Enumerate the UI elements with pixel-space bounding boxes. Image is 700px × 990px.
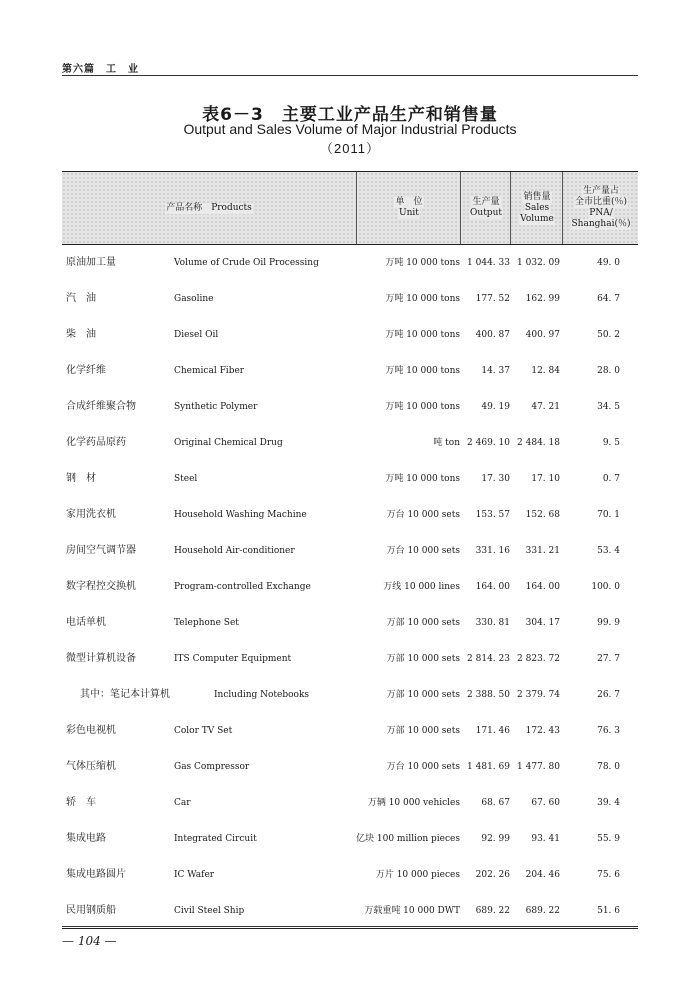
table-row	[62, 533, 638, 569]
header-output	[460, 172, 511, 244]
sales-cell: 12. 84	[531, 366, 560, 376]
product-name-cn: 微型计算机设备	[66, 653, 136, 664]
output-cell: 2 469. 10	[467, 438, 510, 448]
unit-cell: 万部 10 000 sets	[386, 618, 460, 628]
sales-cell: 2 823. 72	[517, 654, 560, 664]
output-cell: 689. 22	[475, 906, 510, 916]
output-cell: 2 388. 50	[467, 690, 510, 700]
unit-cell: 万吨 10 000 tons	[385, 474, 460, 484]
table-row	[62, 245, 638, 281]
product-name-en: Original Chemical Drug	[174, 438, 283, 448]
share-cell: 78. 0	[597, 762, 620, 772]
table-row	[62, 893, 638, 929]
unit-cell: 万台 10 000 sets	[386, 510, 460, 520]
output-cell: 331. 16	[475, 546, 510, 556]
sales-cell: 47. 21	[531, 402, 560, 412]
table-title-en: Output and Sales Volume of Major Industrial Products	[183, 121, 517, 137]
output-cell: 202. 26	[475, 870, 510, 880]
unit-cell: 万吨 10 000 tons	[385, 366, 460, 376]
sales-cell: 164. 00	[525, 582, 560, 592]
header-rule	[62, 75, 638, 76]
output-cell: 171. 46	[475, 726, 510, 736]
output-cell: 400. 87	[475, 330, 510, 340]
sales-cell: 689. 22	[525, 906, 560, 916]
unit-cell: 万部 10 000 sets	[386, 690, 460, 700]
table-row	[62, 821, 638, 857]
table-row	[62, 281, 638, 317]
data-table	[62, 171, 638, 929]
table-title-cn: 表6－3 主要工业产品生产和销售量	[202, 105, 498, 125]
table-row	[62, 317, 638, 353]
header-unit-cn: 单 位	[395, 197, 423, 207]
header-unit	[356, 172, 461, 244]
product-name-en: Program-controlled Exchange	[174, 582, 311, 592]
share-cell: 76. 3	[597, 726, 620, 736]
table-row	[62, 677, 638, 713]
unit-cell: 万线 10 000 lines	[383, 582, 460, 592]
product-name-en: Including Notebooks	[214, 690, 310, 700]
share-cell: 27. 7	[597, 654, 620, 664]
table-row	[62, 857, 638, 893]
share-cell: 99. 9	[597, 618, 620, 628]
output-cell: 17. 30	[481, 474, 510, 484]
product-name-en: Volume of Crude Oil Processing	[174, 258, 319, 268]
unit-cell: 万吨 10 000 tons	[385, 402, 460, 412]
unit-cell: 万吨 10 000 tons	[385, 258, 460, 268]
share-cell: 64. 7	[597, 294, 620, 304]
header-sales-cn: 销售量	[523, 191, 551, 202]
product-name-cn: 彩色电视机	[66, 725, 116, 736]
product-name-en: Chemical Fiber	[174, 366, 245, 376]
table-row	[62, 425, 638, 461]
table-row	[62, 785, 638, 821]
sales-cell: 2 379. 74	[517, 690, 560, 700]
header-sales-en1: Sales	[524, 202, 550, 213]
product-name-cn: 合成纤维聚合物	[66, 401, 136, 412]
sales-cell: 17. 10	[531, 474, 560, 484]
unit-cell: 万台 10 000 sets	[386, 762, 460, 772]
share-cell: 53. 4	[597, 546, 620, 556]
output-cell: 164. 00	[475, 582, 510, 592]
output-cell: 177. 52	[475, 294, 510, 304]
table-row	[62, 389, 638, 425]
header-share-en2: Shanghai(％)	[571, 219, 631, 229]
product-name-en: Integrated Circuit	[174, 834, 257, 844]
product-name-en: Gas Compressor	[174, 762, 250, 772]
product-name-en: Civil Steel Ship	[174, 906, 245, 916]
header-output-en: Output	[470, 208, 502, 218]
product-name-en: Household Air-conditioner	[174, 546, 295, 556]
table-body	[62, 245, 638, 929]
output-cell: 1 044. 33	[467, 258, 510, 268]
header-products-label: 产品名称 Products	[166, 202, 252, 213]
sales-cell: 93. 41	[531, 834, 560, 844]
header-share-cn2: 全市比重(％)	[574, 197, 628, 207]
unit-cell: 万载重吨 10 000 DWT	[364, 906, 460, 916]
product-name-cn: 轿 车	[66, 797, 96, 808]
table-row	[62, 461, 638, 497]
product-name-en: Steel	[174, 474, 198, 484]
page-number: — 104 —	[62, 934, 117, 948]
running-head: 第六篇 工 业	[62, 64, 139, 75]
output-cell: 92. 99	[481, 834, 510, 844]
share-cell: 0. 7	[602, 474, 620, 484]
share-cell: 51. 6	[597, 906, 620, 916]
sales-cell: 2 484. 18	[517, 438, 560, 448]
product-name-en: Synthetic Polymer	[174, 402, 258, 412]
product-name-en: Household Washing Machine	[174, 510, 307, 520]
share-cell: 55. 9	[597, 834, 620, 844]
output-cell: 1 481. 69	[467, 762, 510, 772]
unit-cell: 万片 10 000 pieces	[375, 870, 460, 880]
sales-cell: 162. 99	[525, 294, 560, 304]
table-header	[62, 171, 638, 245]
product-name-cn: 家用洗衣机	[66, 509, 116, 520]
table-row	[62, 605, 638, 641]
product-name-cn: 气体压缩机	[66, 761, 116, 772]
sales-cell: 172. 43	[525, 726, 560, 736]
share-cell: 50. 2	[597, 330, 620, 340]
output-cell: 330. 81	[475, 618, 510, 628]
table-row	[62, 749, 638, 785]
product-name-cn: 集成电路圆片	[66, 869, 126, 880]
product-name-cn: 化学药品原药	[66, 437, 126, 448]
output-cell: 2 814. 23	[467, 654, 510, 664]
unit-cell: 万辆 10 000 vehicles	[367, 798, 460, 808]
sales-cell: 67. 60	[531, 798, 560, 808]
product-name-cn: 钢 材	[66, 473, 96, 484]
footer-rule	[62, 926, 638, 927]
share-cell: 28. 0	[597, 366, 620, 376]
table-row	[62, 713, 638, 749]
product-name-en: Color TV Set	[174, 726, 233, 736]
unit-cell: 万吨 10 000 tons	[385, 330, 460, 340]
share-cell: 70. 1	[597, 510, 620, 520]
product-name-en: Telephone Set	[174, 618, 239, 628]
header-sales	[510, 172, 563, 244]
product-name-cn: 数字程控交换机	[66, 581, 136, 592]
sales-cell: 400. 97	[525, 330, 560, 340]
product-name-en: IC Wafer	[174, 870, 215, 880]
output-cell: 68. 67	[481, 798, 510, 808]
product-name-en: ITS Computer Equipment	[174, 654, 292, 664]
share-cell: 49. 0	[597, 258, 620, 268]
table-row	[62, 353, 638, 389]
product-name-cn: 电话单机	[66, 617, 106, 628]
output-cell: 49. 19	[481, 402, 510, 412]
unit-cell: 吨 ton	[433, 438, 460, 448]
share-cell: 39. 4	[597, 798, 620, 808]
unit-cell: 万台 10 000 sets	[386, 546, 460, 556]
sales-cell: 1 032. 09	[517, 258, 560, 268]
table-title-year: （2011）	[320, 141, 380, 156]
sales-cell: 304. 17	[525, 618, 560, 628]
share-cell: 9. 5	[602, 438, 620, 448]
product-name-cn: 柴 油	[66, 329, 96, 340]
header-products	[62, 172, 356, 244]
header-sales-en2: Volume	[520, 213, 554, 224]
share-cell: 26. 7	[597, 690, 620, 700]
unit-cell: 亿块 100 million pieces	[356, 834, 460, 844]
sales-cell: 152. 68	[525, 510, 560, 520]
table-row	[62, 641, 638, 677]
product-name-en: Diesel Oil	[174, 330, 219, 340]
header-share	[562, 172, 639, 244]
unit-cell: 万吨 10 000 tons	[385, 294, 460, 304]
output-cell: 153. 57	[475, 510, 510, 520]
product-name-cn: 化学纤维	[66, 365, 106, 376]
sales-cell: 331. 21	[525, 546, 560, 556]
share-cell: 75. 6	[597, 870, 620, 880]
table-row	[62, 497, 638, 533]
header-unit-en: Unit	[399, 208, 419, 218]
share-cell: 34. 5	[597, 402, 620, 412]
unit-cell: 万部 10 000 sets	[386, 654, 460, 664]
header-share-cn1: 生产量占	[582, 186, 619, 196]
product-name-cn: 其中：笔记本计算机	[80, 689, 170, 700]
product-name-cn: 原油加工量	[66, 257, 116, 268]
share-cell: 100. 0	[591, 582, 620, 592]
sales-cell: 204. 46	[525, 870, 560, 880]
sales-cell: 1 477. 80	[517, 762, 560, 772]
output-cell: 14. 37	[481, 366, 510, 376]
table-row	[62, 569, 638, 605]
product-name-en: Car	[174, 798, 191, 808]
unit-cell: 万部 10 000 sets	[386, 726, 460, 736]
product-name-cn: 集成电路	[66, 833, 106, 844]
product-name-cn: 房间空气调节器	[66, 545, 136, 556]
product-name-cn: 汽 油	[66, 293, 96, 304]
header-output-cn: 生产量	[472, 197, 500, 207]
product-name-cn: 民用钢质船	[66, 905, 116, 916]
product-name-en: Gasoline	[174, 294, 214, 304]
header-share-en1: PNA/	[589, 208, 613, 218]
